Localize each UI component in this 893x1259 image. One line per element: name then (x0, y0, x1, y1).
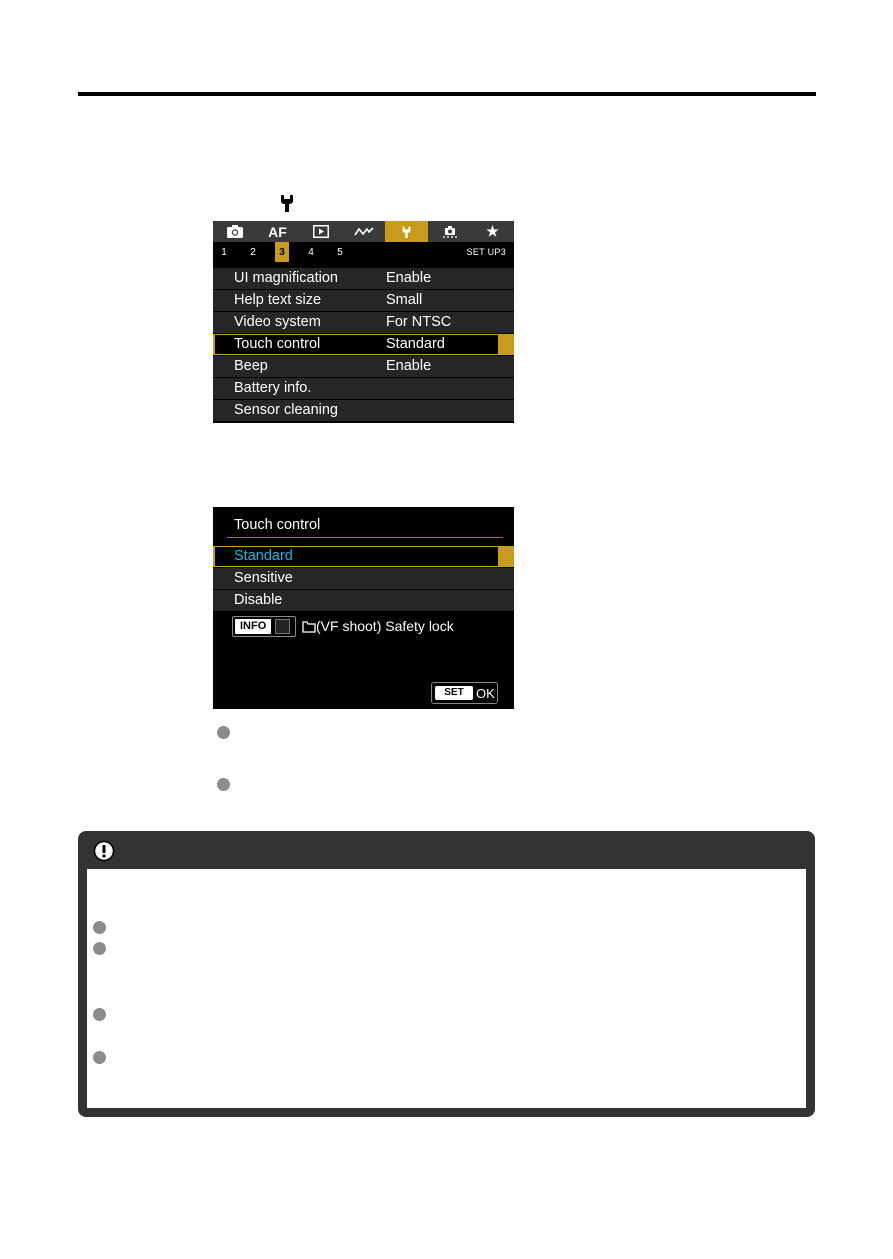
set-key-label: SET (435, 686, 473, 700)
caution-icon (93, 840, 115, 862)
screen-title: Touch control (234, 517, 321, 533)
title-divider (227, 537, 503, 538)
tab-wireless[interactable] (342, 221, 385, 242)
folder-icon (302, 619, 316, 633)
option-disable[interactable] (213, 590, 514, 611)
bullet-dot (217, 726, 230, 739)
info-button[interactable] (232, 616, 296, 637)
bullet-dot (93, 1008, 106, 1021)
menu-row-value: Enable (386, 358, 432, 374)
camera-icon (227, 225, 243, 238)
menu-row-label: Battery info. (234, 380, 312, 396)
menu-row-value: Small (386, 292, 423, 308)
touch-control-screen (213, 507, 514, 709)
menu-tab-bar (213, 221, 514, 242)
subtab-3[interactable]: 3 (275, 242, 289, 262)
wrench-icon (400, 225, 413, 239)
top-rule (78, 92, 816, 96)
playback-icon (313, 225, 329, 238)
menu-row-sensor-cleaning[interactable] (213, 400, 514, 421)
menu-row-value: Standard (386, 336, 445, 352)
custom-function-icon (442, 225, 458, 239)
menu-row-video-system[interactable] (213, 312, 514, 333)
setup-menu-screen (213, 221, 514, 423)
option-standard[interactable] (213, 546, 514, 567)
set-ok-button[interactable] (431, 682, 498, 704)
info-text: (VF shoot) Safety lock (316, 618, 454, 634)
star-icon: ★ (486, 223, 499, 239)
tab-af[interactable] (256, 221, 299, 242)
tab-shooting[interactable] (213, 221, 256, 242)
ok-label: OK (476, 685, 495, 701)
menu-row-label: Video system (234, 314, 321, 330)
menu-row-label: Help text size (234, 292, 322, 308)
menu-row-label: Sensor cleaning (234, 402, 338, 418)
bullet-dot (93, 942, 106, 955)
menu-row-label: UI magnification (234, 270, 338, 286)
menu-row-label: Touch control (234, 336, 321, 352)
bullet-dot (93, 1051, 106, 1064)
menu-row-touch-control[interactable] (213, 334, 514, 355)
wrench-icon (277, 193, 297, 213)
menu-row-ui-magnification[interactable] (213, 268, 514, 289)
wireless-icon (354, 227, 374, 237)
tab-playback[interactable] (299, 221, 342, 242)
tab-af-label: AF (268, 223, 287, 240)
option-sensitive[interactable] (213, 568, 514, 589)
bullet-dot (93, 921, 106, 934)
bullet-dot (217, 778, 230, 791)
tab-my-menu[interactable] (471, 221, 514, 242)
menu-row-help-text-size[interactable] (213, 290, 514, 311)
menu-row-beep[interactable] (213, 356, 514, 377)
subtab-4[interactable]: 4 (308, 246, 314, 258)
option-label: Standard (234, 548, 293, 564)
info-button-label: INFO (235, 619, 271, 634)
menu-row-battery-info[interactable] (213, 378, 514, 399)
menu-row-label: Beep (234, 358, 268, 374)
checkbox[interactable] (275, 619, 290, 634)
caution-content (87, 869, 806, 1108)
menu-page-label: SET UP3 (466, 247, 506, 257)
menu-row-value: For NTSC (386, 314, 452, 330)
subtab-5[interactable]: 5 (337, 246, 343, 258)
subtab-1[interactable]: 1 (221, 246, 227, 258)
option-label: Sensitive (234, 570, 293, 586)
subtab-bar (213, 242, 514, 262)
option-label: Disable (234, 592, 283, 608)
tab-setup[interactable] (385, 221, 428, 242)
tab-custom-functions[interactable] (428, 221, 471, 242)
caution-box (78, 831, 815, 1117)
menu-row-value: Enable (386, 270, 432, 286)
subtab-2[interactable]: 2 (250, 246, 256, 258)
info-safety-lock-row (232, 616, 454, 636)
